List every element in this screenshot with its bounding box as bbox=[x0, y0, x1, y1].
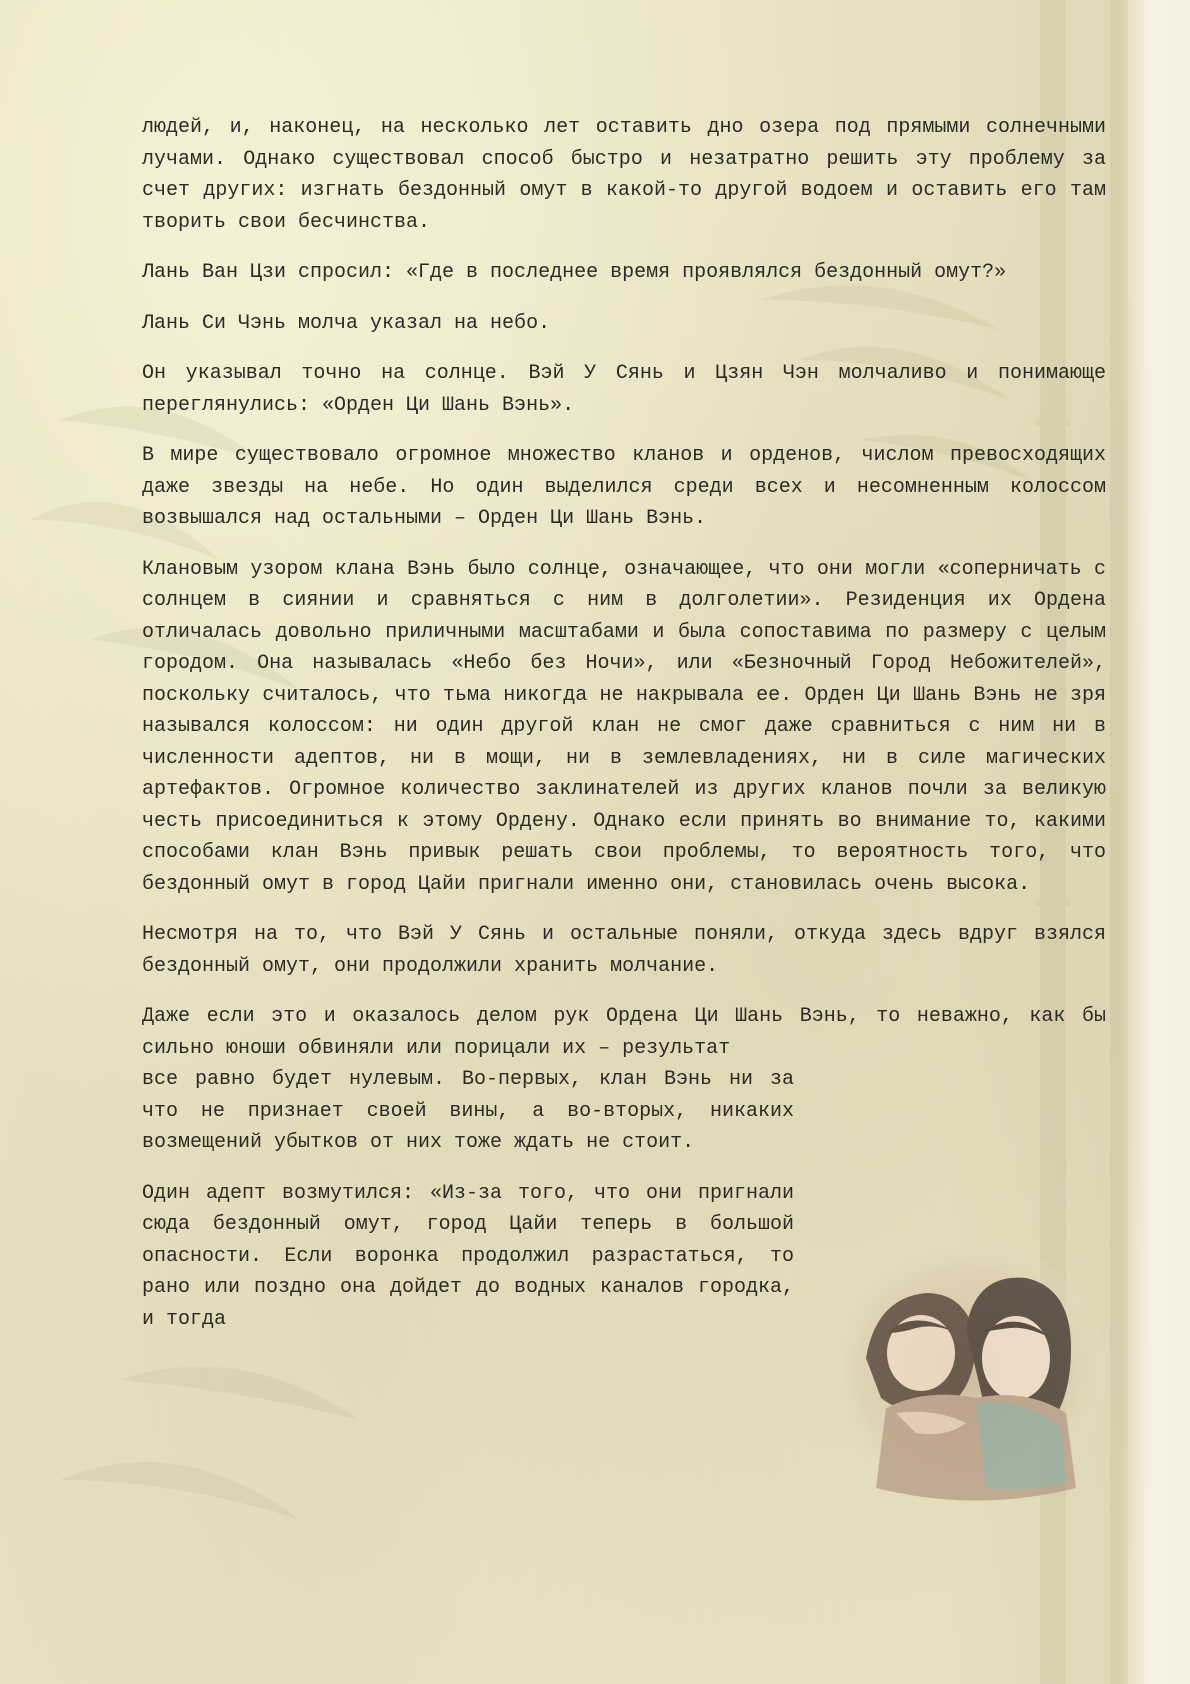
paragraph: Один адепт возмутился: «Из-за того, что они пригнали сюда бездонный омут, город Цайи теперь в большой опасности. Если воронка продолжил разрастаться, то рано или поздно она дойдет до водных каналов городка, и тогда bbox=[142, 1181, 794, 1331]
paragraph: Лань Си Чэнь молча указал на небо. bbox=[142, 311, 551, 335]
paragraph: Клановым узором клана Вэнь было солнце, означающее, что они могли «соперничать с солнцем в сиянии и сравняться с ним в долголетии». Резиденция их Ордена отличалась довольно приличными масштабами и была сопоставима по размеру с целым городом. Она называлась «Небо без Ночи», или «Безночный Город Небожителей», поскольку считалось, что тьма никогда не накрывала ее. Орден Ци Шань Вэнь не зря назывался колоссом: ни один другой клан не смог даже сравниться с ним ни в численности адептов, ни в мощи, ни в землевладениях, ни в силе магических артефактов. Огромное количество заклинателей из других кланов почли за великую честь присоединиться к этому Ордену. Однако если принять во внимание то, какими способами клан Вэнь привык решать свои проблемы, то вероятность того, что бездонный омут в город Цайи пригнали именно они, становилась очень высока. bbox=[142, 557, 1106, 896]
paragraph: В мире существовало огромное множество кланов и орденов, числом превосходящих даже звезды на небе. Но один выделился среди всех и несомненным колоссом возвышался над остальными – Орден Ци Шань Вэнь. bbox=[142, 444, 1106, 530]
paragraph-narrow-part: все равно будет нулевым. Во-первых, клан Вэнь ни за что не признает своей вины, а во-вторых, никаких возмещений убытков от них тоже ждать не стоит. bbox=[142, 1068, 794, 1154]
page-edge-highlight bbox=[1120, 0, 1190, 1684]
paragraph: Он указывал точно на солнце. Вэй У Сянь и Цзян Чэн молчаливо и понимающе переглянулись: «Орден Ци Шань Вэнь». bbox=[142, 362, 1106, 417]
paragraph: Лань Ван Цзи спросил: «Где в последнее время проявлялся бездонный омут?» bbox=[142, 261, 1007, 284]
illustration-image bbox=[826, 1238, 1106, 1508]
paragraph: Несмотря на то, что Вэй У Сянь и остальные поняли, откуда здесь вдруг взялся бездонный омут, они продолжили хранить молчание. bbox=[142, 923, 1106, 978]
document-body bbox=[142, 112, 1106, 1354]
paragraph-full-width-part: Даже если это и оказалось делом рук Ордена Ци Шань Вэнь, то неважно, как бы сильно юноши обвиняли или порицали их – результат bbox=[142, 1005, 1106, 1060]
paragraph: людей, и, наконец, на несколько лет оставить дно озера под прямыми солнечными лучами. Однако существовал способ быстро и незатратно решить эту проблему за счет других: изгнать бездонный омут в какой-то другой водоем и оставить его там творить свои бесчинства. bbox=[142, 116, 1106, 234]
